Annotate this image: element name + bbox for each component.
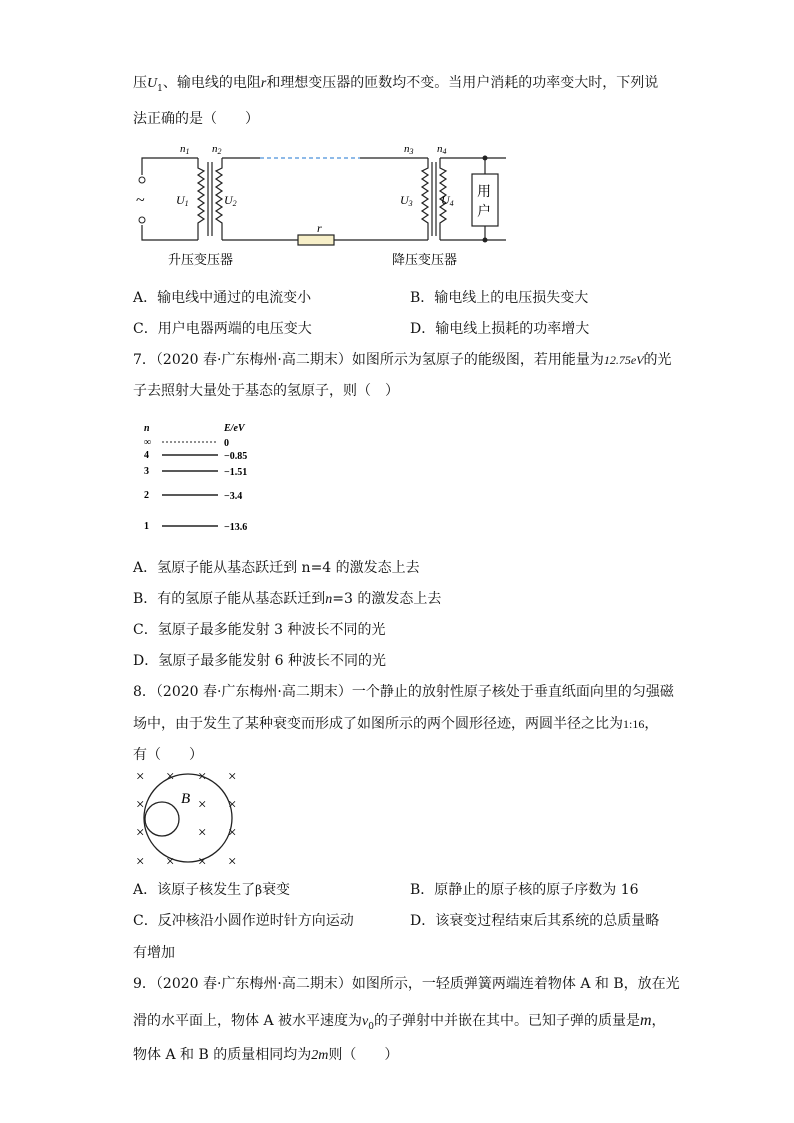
q7-stem-line1: [133, 349, 672, 369]
q8-option-d-line1: D．该衰变过程结束后其系统的总质量略: [410, 913, 660, 929]
q7-option-d: D．氢原子最多能发射 6 种波长不同的光: [133, 653, 387, 669]
label-load-top: 用: [477, 185, 491, 200]
field-cross: ×: [198, 769, 207, 785]
q9-text: ，: [651, 1013, 666, 1029]
level-energy-label: −13.6: [224, 522, 248, 533]
var-u1: U: [147, 76, 158, 91]
q6-text: 和理想变压器的匝数均不变。当用户消耗的功率变大时，下列说: [266, 75, 659, 91]
energy-level-diagram: [140, 420, 280, 538]
label-u4: U4: [441, 193, 454, 208]
q7-option-b-text: B．有的氢原子能从基态跃迁到: [133, 591, 326, 607]
var-r: r: [260, 76, 267, 91]
label-u1: U1: [176, 193, 189, 208]
q8-stem-line1: 8．（2020 春·广东梅州·高二期末）一个静止的放射性原子核处于垂直纸面向里的匀强磁: [133, 684, 674, 700]
q9-text: 滑的水平面上，物体 A 被水平速度为: [133, 1013, 363, 1029]
var-v0-sub: 0: [368, 1021, 374, 1032]
field-cross: ×: [198, 825, 207, 841]
q8-text: 场中，由于发生了某种衰变而形成了如图所示的两个圆形径迹，两圆半径之比为: [133, 716, 623, 732]
q7-option-c: C．氢原子最多能发射 3 种波长不同的光: [133, 622, 386, 638]
field-cross: ×: [136, 854, 145, 870]
q7-option-b: [133, 588, 441, 608]
level-energy-label: 0: [224, 438, 229, 449]
field-cross: ×: [228, 797, 237, 813]
level-n-label: 1: [144, 521, 149, 532]
transmission-circuit-diagram: [128, 140, 518, 270]
level-energy-label: −0.85: [224, 451, 248, 462]
q7-stem-line2: 子去照射大量处于基态的氢原子，则（ ）: [133, 383, 399, 399]
label-n4: n4: [437, 143, 447, 156]
field-crosses: [136, 769, 236, 870]
q6-option-b: B．输电线上的电压损失变大: [410, 290, 589, 306]
q6-text: 、输电线的电阻: [162, 75, 261, 91]
q9-text: 物体 A 和 B 的质量相同均为: [133, 1047, 312, 1063]
label-u3: U3: [400, 193, 413, 208]
level-n-label: 3: [144, 466, 149, 477]
level-n-label: 4: [144, 450, 149, 461]
q9-text: 则（ ）: [328, 1047, 399, 1063]
energy-levels: [144, 437, 247, 533]
q8-text: ，: [644, 716, 659, 732]
label-load-bottom: 户: [477, 205, 491, 220]
q9-stem-line1: 9．（2020 春·广东梅州·高二期末）如图所示，一轻质弹簧两端连着物体 A 和 B，放在光: [133, 976, 680, 992]
var-v0: v: [362, 1014, 369, 1029]
label-step-up: 升压变压器: [168, 252, 234, 267]
label-step-down: 降压变压器: [392, 252, 458, 267]
label-r: r: [317, 221, 322, 235]
q9-stem-line2: [133, 1010, 666, 1032]
junction-top: [483, 156, 488, 161]
var-m: m: [639, 1012, 652, 1029]
q8-option-a: [133, 879, 290, 899]
q7-option-b-text: =3 的激发态上去: [332, 591, 442, 607]
terminal-top: [139, 177, 145, 183]
source-wire-bottom: [142, 225, 198, 240]
source-wire-top: [142, 158, 198, 175]
level-n-label: 2: [144, 490, 149, 501]
coil-n1: [198, 158, 204, 240]
level-n-label: ∞: [144, 437, 152, 448]
small-track-circle: [145, 802, 179, 836]
coil-n2: [216, 158, 222, 240]
q8-option-a-text: A．该原子核发生了: [133, 882, 256, 898]
q7-option-a: A．氢原子能从基态跃迁到 n=4 的激发态上去: [133, 560, 420, 576]
field-cross: ×: [198, 797, 207, 813]
label-n2: n2: [212, 143, 222, 156]
field-cross: ×: [228, 769, 237, 785]
terminal-bottom: [139, 217, 145, 223]
var-n: n: [325, 592, 333, 607]
field-cross: ×: [228, 825, 237, 841]
q7-text: 的光: [643, 352, 672, 368]
level-energy-label: −3.4: [224, 491, 243, 502]
field-cross: ×: [166, 769, 175, 785]
field-cross: ×: [136, 797, 145, 813]
label-u2: U2: [224, 193, 237, 208]
q6-stem-line2: 法正确的是（ ）: [133, 111, 259, 127]
q8-stem-line3: 有（ ）: [133, 747, 203, 763]
ac-symbol: ~: [136, 192, 145, 209]
q6-option-c: C．用户电器两端的电压变大: [133, 321, 312, 337]
q9-stem-line3: [133, 1044, 398, 1064]
field-cross: ×: [166, 854, 175, 870]
large-track-circle: [144, 774, 232, 862]
q6-stem-line1: [133, 72, 658, 94]
decay-track-diagram: [128, 766, 248, 870]
level-energy-label: −1.51: [224, 467, 248, 478]
q7-energy-value: 12.75eV: [603, 353, 644, 367]
var-2m: 2m: [311, 1048, 329, 1063]
beta-symbol: β: [255, 883, 263, 897]
field-cross: ×: [136, 825, 145, 841]
field-cross: ×: [228, 854, 237, 870]
q9-text: 的子弹射中并嵌在其中。已知子弹的质量是: [373, 1013, 640, 1029]
resistor-r: [298, 235, 334, 245]
q8-option-d-line2: 有增加: [133, 945, 175, 961]
q8-ratio: 1:16: [623, 717, 645, 731]
q6-option-d: D．输电线上损耗的功率增大: [410, 321, 590, 337]
label-n1: n1: [180, 143, 190, 156]
field-cross: ×: [198, 854, 207, 870]
header-n: n: [144, 423, 150, 434]
junction-bottom: [483, 238, 488, 243]
label-b-field: B: [181, 791, 191, 807]
q8-option-c: C．反冲核沿小圆作逆时针方向运动: [133, 913, 354, 929]
field-cross: ×: [136, 769, 145, 785]
q8-option-a-text: 衰变: [262, 882, 291, 898]
q7-text: 7．（2020 春·广东梅州·高二期末）如图所示为氢原子的能级图，若用能量为: [133, 352, 604, 368]
q6-option-a: A．输电线中通过的电流变小: [133, 290, 312, 306]
var-u1-sub: 1: [157, 83, 163, 94]
q8-option-b: B．原静止的原子核的原子序数为 16: [410, 882, 639, 898]
header-e: E/eV: [224, 423, 245, 434]
label-n3: n3: [404, 143, 414, 156]
q6-text: 压: [133, 75, 147, 91]
coil-n3: [422, 158, 428, 240]
q8-stem-line2: [133, 713, 658, 733]
